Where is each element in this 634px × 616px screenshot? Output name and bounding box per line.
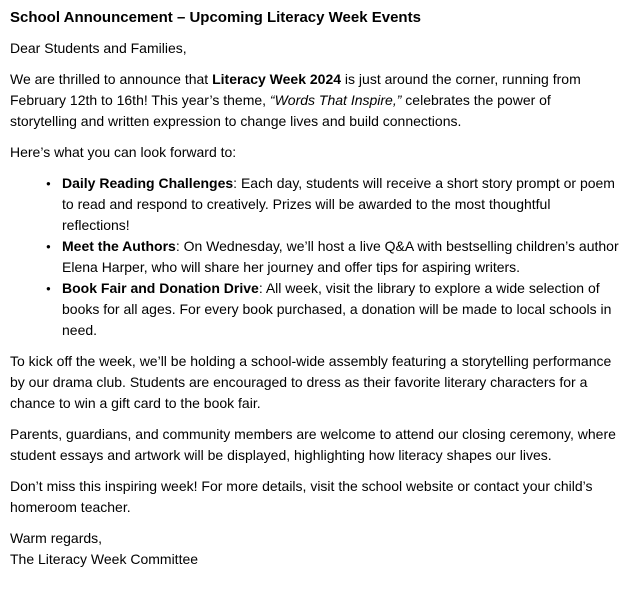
text-run: We are thrilled to announce that [10,71,213,87]
list-item-book-fair-donation-drive [10,278,620,341]
events-list [10,173,620,341]
assembly-paragraph: To kick off the week, we’ll be holding a school-wide assembly featuring a storytelling performance by our drama club. Students are encouraged to dress as their favorite literary characters for a chance to win a gift card to the book fair. [10,353,612,411]
event-description: : All week, visit the library to explore a wide selection of books for all ages. For every book purchased, a donation will be made to local schools in need. [62,280,612,338]
closing-line: Warm regards, [10,530,103,546]
reminder-paragraph: Don’t miss this inspiring week! For more details, visit the school website or contact your child’s homeroom teacher. [10,478,593,515]
text-run: celebrates the power of storytelling and written expression to change lives and build connections. [10,92,551,129]
ceremony-paragraph: Parents, guardians, and community members are welcome to attend our closing ceremony, where student essays and artwork will be displayed, highlighting how literacy shapes our lives. [10,426,616,463]
bullet-icon: ● [46,179,51,188]
text-run: is just around the corner, running from February 12th to 16th! This year’s theme, [10,71,581,108]
signature-line: The Literacy Week Committee [10,551,199,567]
lead-in-line: Here’s what you can look forward to: [10,144,237,160]
bullet-icon: ● [46,284,51,293]
document-title: School Announcement – Upcoming Literacy Week Events [10,9,421,26]
announcement-paragraph [10,69,620,132]
event-term: Daily Reading Challenges [62,175,234,191]
theme-italic-run: “Words That Inspire,” [269,92,402,108]
list-item-daily-reading-challenges [10,173,620,236]
salutation: Dear Students and Families, [10,40,187,56]
closing-block [10,528,620,570]
event-term: Book Fair and Donation Drive [62,280,259,296]
event-term: Meet the Authors [62,238,176,254]
event-description: : Each day, students will receive a short story prompt or poem to read and respond to creatively. Prizes will be awarded to the most thoughtful reflections! [62,175,615,233]
list-item-meet-the-authors [10,236,620,278]
bullet-icon: ● [46,242,51,251]
event-description: : On Wednesday, we’ll host a live Q&A with bestselling children’s author Elena Harper, who will share her journey and offer tips for aspiring writers. [62,238,619,275]
literacy-week-bold-run: Literacy Week 2024 [212,71,342,87]
